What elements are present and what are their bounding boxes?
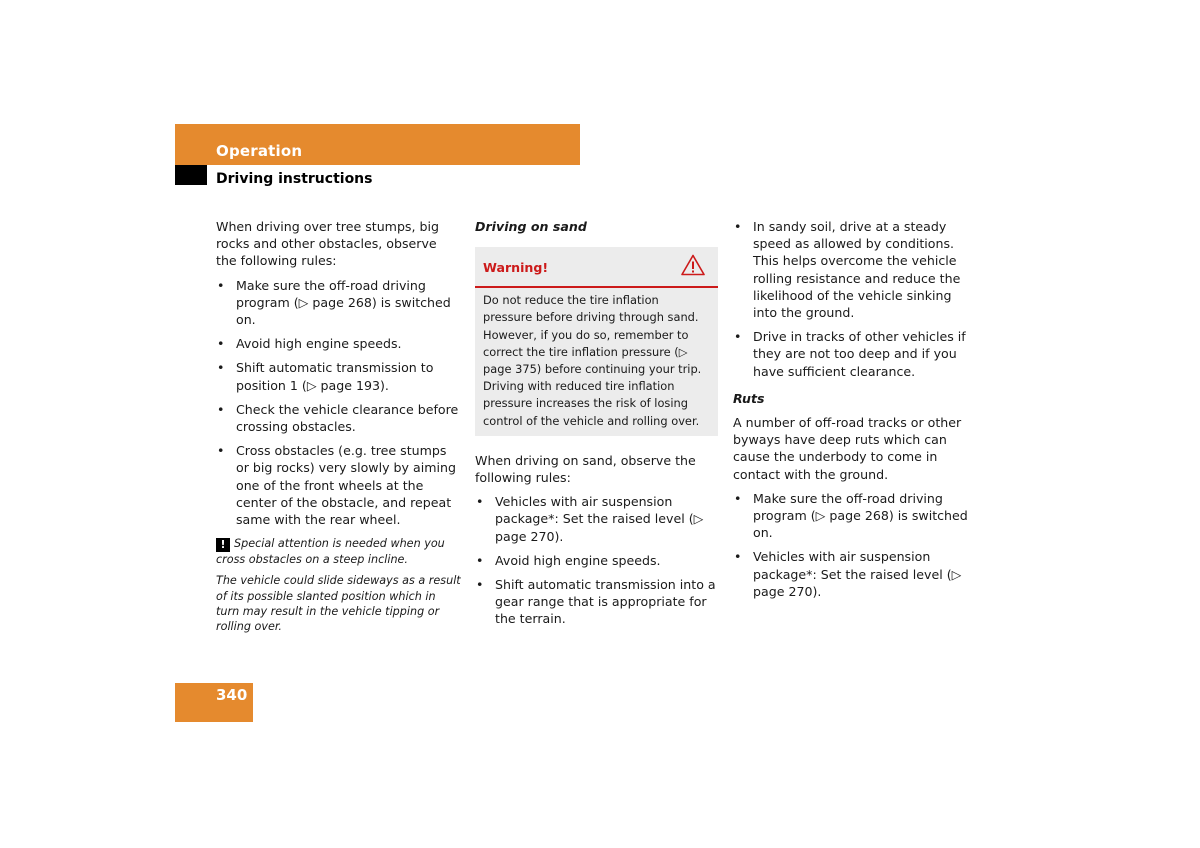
bullet-icon: •	[476, 552, 484, 568]
list-item: • Vehicles with air suspension package*: Set the raised level (▷ page 270).	[476, 494, 704, 544]
warning-triangle-icon	[681, 254, 705, 276]
sand-intro: When driving on sand, observe the following rules:	[475, 452, 696, 486]
bullet-icon: •	[734, 490, 742, 506]
sand-rules-list	[475, 493, 718, 627]
ruts-rules-list	[733, 490, 978, 600]
list-item: • Vehicles with air suspension package*: Set the raised level (▷ page 270).	[734, 549, 962, 599]
bullet-icon: •	[734, 549, 742, 565]
warning-text: Do not reduce the tire inflation pressure before driving through sand. However, if you do so, remember to correct the tire inflation pressure (▷ page 375) before continuing your trip. Driving with reduced tire inflation pressure increases the risk of losing control of the vehicle and rolling over.	[483, 293, 702, 428]
warning-box	[475, 247, 718, 436]
column-obstacles	[216, 218, 461, 640]
bullet-icon: •	[734, 329, 742, 345]
bullet-icon: •	[217, 443, 225, 459]
obstacles-intro: When driving over tree stumps, big rocks and other obstacles, observe the following rules:	[216, 219, 439, 269]
list-item: • Drive in tracks of other vehicles if they are not too deep and if you have sufficient clearance.	[734, 329, 966, 379]
list-item: • Shift automatic transmission to position 1 (▷ page 193).	[217, 360, 434, 393]
obstacles-rules-list	[216, 277, 461, 529]
subsection-title: Driving instructions	[216, 171, 373, 187]
list-item: • Make sure the off-road driving program (▷ page 268) is switched on.	[734, 490, 968, 541]
sand-heading: Driving on sand	[475, 219, 587, 234]
bullet-icon: •	[476, 494, 484, 510]
warning-label: Warning!	[483, 260, 549, 276]
list-item: • Make sure the off-road driving program (▷ page 268) is switched on.	[217, 277, 451, 328]
ruts-intro: A number of off-road tracks or other byways have deep ruts which can cause the underbody to come in contact with the ground.	[733, 415, 962, 482]
caution-note	[216, 536, 461, 634]
note-text: The vehicle could slide sideways as a result of its possible slanted position which in turn may result in the vehicle tipping or rolling over.	[216, 574, 461, 634]
exclamation-icon: !	[216, 538, 230, 552]
column-ruts	[733, 218, 978, 607]
sand-rules-continued-list	[733, 218, 978, 380]
warning-header	[475, 247, 718, 288]
ruts-heading: Ruts	[733, 390, 765, 406]
bullet-icon: •	[217, 360, 225, 376]
list-item: • In sandy soil, drive at a steady speed as allowed by conditions. This helps overcome the vehicle rolling resistance and reduce the likelihood of the vehicle sinking into the ground.	[734, 219, 961, 321]
list-item: • Shift automatic transmission into a gear range that is appropriate for the terrain.	[476, 577, 716, 627]
note-text: Special attention is needed when you cross obstacles on a steep incline.	[216, 537, 445, 567]
list-item: • Avoid high engine speeds.	[217, 336, 402, 352]
bullet-icon: •	[217, 401, 225, 417]
list-item: • Avoid high engine speeds.	[476, 552, 661, 568]
section-tab-marker	[175, 165, 207, 185]
bullet-icon: •	[217, 277, 225, 293]
bullet-icon: •	[476, 577, 484, 593]
list-item: • Cross obstacles (e.g. tree stumps or big rocks) very slowly by aiming one of the front wheels at the center of the obstacle, and repeat same with the rear wheel.	[217, 443, 456, 528]
column-sand	[475, 218, 718, 635]
bullet-icon: •	[217, 336, 225, 352]
list-item: • Check the vehicle clearance before crossing obstacles.	[217, 401, 459, 435]
page-number: 340	[216, 686, 248, 704]
bullet-icon: •	[734, 219, 742, 234]
section-title: Operation	[216, 142, 303, 160]
